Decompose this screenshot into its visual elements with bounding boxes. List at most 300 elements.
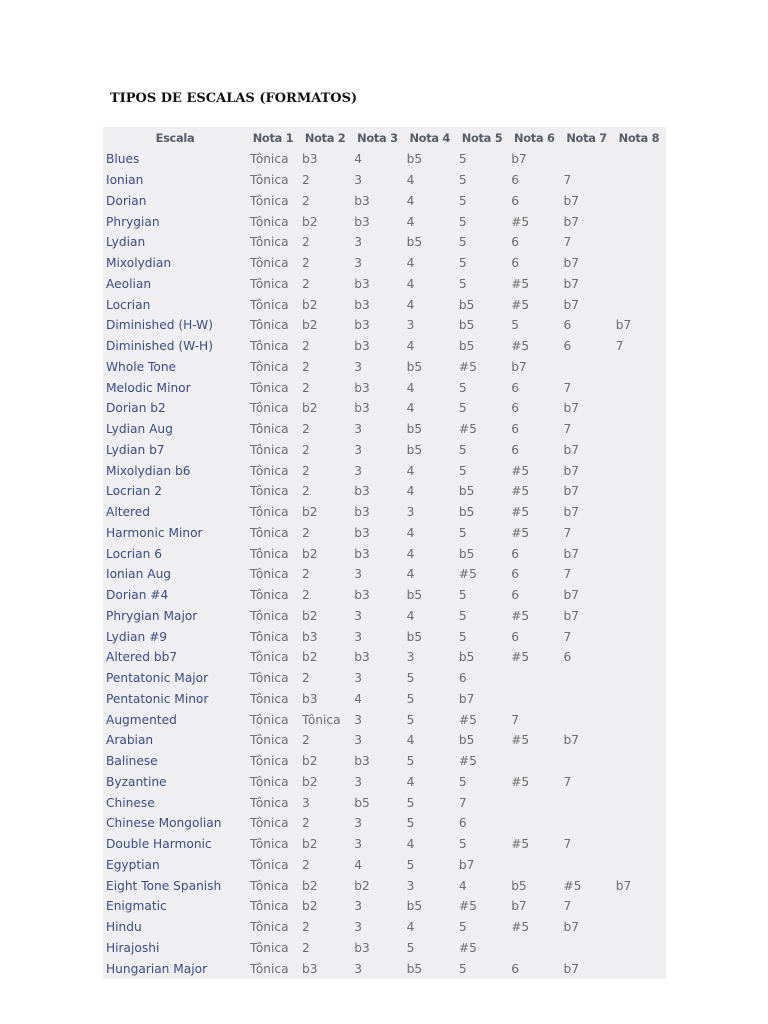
note-cell: b2 [302,608,318,623]
note-cell: 5 [458,463,467,478]
scale-name-link[interactable]: Altered [106,505,150,520]
scale-name-link[interactable]: Phrygian Major [106,608,198,623]
note-cell: Tônica [250,173,289,188]
note-cell: 6 [563,650,572,665]
note-cell: b5 [458,484,475,499]
note-cell: 4 [406,173,415,188]
note-cell: b3 [354,318,370,333]
note-cell: 2 [302,857,310,872]
scale-name-link[interactable]: Locrian [106,297,151,312]
note-cell: 5 [458,774,467,789]
note-cell: b5 [406,152,423,167]
note-cell: 5 [406,691,415,706]
note-cell: 6 [511,961,519,976]
scale-name-link[interactable]: Lydian b7 [106,442,165,457]
note-cell: b3 [354,214,370,229]
scale-name-link[interactable]: Mixolydian [106,256,172,271]
note-cell: 4 [354,691,363,706]
note-cell: 4 [406,193,415,208]
note-cell: 5 [458,629,467,644]
note-cell: 2 [302,193,310,208]
note-cell: b5 [458,297,475,312]
note-cell: Tônica [250,276,289,291]
note-cell: Tônica [250,920,289,935]
note-cell: b3 [354,754,370,769]
note-cell: Tônica [250,214,289,229]
note-cell: 4 [458,878,467,893]
scale-name-link[interactable]: Lydian [106,235,146,250]
note-cell: Tônica [250,505,289,520]
scale-name-link[interactable]: Pentatonic Minor [106,691,209,706]
note-cell: 3 [354,629,363,644]
note-cell: 2 [302,733,310,748]
note-cell: 4 [406,214,415,229]
note-cell: 5 [458,380,467,395]
note-cell: b7 [563,214,579,229]
note-cell: 5 [458,588,467,603]
table-row [103,149,666,170]
note-cell: b2 [302,837,318,852]
table-row [103,668,666,689]
note-cell: 2 [302,463,310,478]
note-cell: 4 [406,401,415,416]
note-cell: #5 [511,505,530,520]
note-cell: Tônica [250,878,289,893]
note-cell: 4 [354,152,363,167]
scales-table [103,127,666,979]
note-cell: b2 [302,318,318,333]
scale-name-link[interactable]: Ionian Aug [106,567,172,582]
note-cell: b7 [563,588,579,603]
note-cell: 2 [302,567,310,582]
page-title: TIPOS DE ESCALAS (FORMATOS) [110,91,358,106]
note-cell: Tônica [250,359,289,374]
note-cell: b3 [354,588,370,603]
note-cell: 5 [458,837,467,852]
note-cell: b5 [354,795,370,810]
note-cell: b3 [302,152,318,167]
note-cell: #5 [458,422,477,437]
note-cell: 7 [563,837,572,852]
note-cell: Tônica [250,961,289,976]
table-row [103,170,666,191]
note-cell: b5 [458,546,475,561]
note-cell: 4 [406,733,415,748]
note-cell: #5 [511,463,530,478]
note-cell: 2 [302,359,310,374]
table-row [103,274,666,295]
note-cell: Tônica [250,525,289,540]
scale-name-link[interactable]: Melodic Minor [106,380,191,395]
scale-name-link[interactable]: Hindu [106,920,142,935]
scale-name-link[interactable]: Augmented [106,712,177,727]
note-cell: 5 [406,857,415,872]
note-cell: Tônica [250,193,289,208]
note-cell: #5 [458,940,477,955]
note-cell: 2 [302,588,310,603]
note-cell: 7 [563,380,572,395]
table-row [103,211,666,232]
table-row [103,938,666,959]
note-cell: Tônica [250,795,289,810]
note-cell: 3 [354,173,363,188]
table-row [103,751,666,772]
note-cell: 6 [511,442,519,457]
note-cell: 7 [458,795,467,810]
note-cell: #5 [458,754,477,769]
scale-name-link[interactable]: Dorian #4 [106,588,169,603]
note-cell: Tônica [250,774,289,789]
note-cell: 6 [511,256,519,271]
note-cell: 7 [511,712,519,727]
note-cell: b3 [354,505,370,520]
scale-name-link[interactable]: Egyptian [106,857,160,872]
scale-name-link[interactable]: Hirajoshi [106,940,160,955]
note-cell: 5 [406,940,415,955]
table-row [103,626,666,647]
scale-name-link[interactable]: Arabian [106,733,154,748]
scale-name-link[interactable]: Phrygian [106,214,160,229]
note-cell: b3 [354,484,370,499]
column-header: Nota 7 [566,131,607,145]
note-cell: #5 [511,774,530,789]
note-cell: 7 [563,235,572,250]
note-cell: 5 [458,525,467,540]
note-cell: 4 [406,608,415,623]
note-cell: b2 [302,878,318,893]
scale-name-link[interactable]: Harmonic Minor [106,525,203,540]
column-header: Nota 1 [252,131,294,145]
scale-name-link[interactable]: Locrian 6 [106,546,162,561]
note-cell: b2 [302,297,318,312]
table-row [103,502,666,523]
scale-name-link[interactable]: Byzantine [106,774,167,789]
table-row [103,336,666,357]
scale-name-link[interactable]: Hungarian Major [106,961,208,976]
note-cell: 5 [458,276,467,291]
note-cell: b2 [302,546,318,561]
table-header-row [103,127,666,149]
note-cell: 5 [511,318,519,333]
table-row [103,813,666,834]
note-cell: 5 [458,193,467,208]
table-row [103,191,666,212]
table-row [103,689,666,710]
note-cell: 4 [406,297,415,312]
column-header: Nota 3 [357,131,398,145]
scale-name-link[interactable]: Diminished (W-H) [106,339,213,354]
note-cell: Tônica [250,754,289,769]
note-cell: 7 [563,774,572,789]
note-cell: #5 [511,608,530,623]
note-cell: 3 [354,671,363,686]
scale-name-link[interactable]: Whole Tone [106,359,177,374]
note-cell: 3 [354,422,363,437]
scale-name-link[interactable]: Chinese Mongolian [106,816,222,831]
note-cell: 6 [511,588,519,603]
table-row [103,606,666,627]
note-cell: 6 [511,546,519,561]
note-cell: b7 [511,359,527,374]
note-cell: 6 [511,401,519,416]
note-cell: 2 [302,256,310,271]
note-cell: Tônica [250,650,289,665]
note-cell: b3 [354,276,370,291]
note-cell: #5 [511,650,530,665]
scale-name-link[interactable]: Ionian [106,173,144,188]
note-cell: #5 [511,733,530,748]
scale-name-link[interactable]: Lydian #9 [106,629,168,644]
note-cell: 4 [406,276,415,291]
note-cell: Tônica [250,857,289,872]
note-cell: b7 [511,152,527,167]
note-cell: 2 [302,920,310,935]
note-cell: 5 [406,816,415,831]
note-cell: 6 [458,671,467,686]
note-cell: b2 [302,899,318,914]
note-cell: 7 [563,173,572,188]
note-cell: 4 [406,546,415,561]
note-cell: b7 [563,505,579,520]
note-cell: 6 [511,422,519,437]
note-cell: 3 [354,608,363,623]
note-cell: b3 [354,940,370,955]
table-row [103,440,666,461]
scale-name-link[interactable]: Pentatonic Major [106,671,209,686]
note-cell: Tônica [250,899,289,914]
note-cell: 6 [563,339,572,354]
note-cell: 6 [511,380,519,395]
note-cell: 5 [458,173,467,188]
scale-name-link[interactable]: Balinese [106,754,158,769]
note-cell: Tônica [250,297,289,312]
note-cell: b3 [354,339,370,354]
note-cell: 3 [354,733,363,748]
note-cell: b5 [458,733,475,748]
note-cell: b3 [354,297,370,312]
note-cell: Tônica [250,588,289,603]
note-cell: #5 [511,297,530,312]
note-cell: 4 [406,525,415,540]
table-row [103,543,666,564]
table-row [103,709,666,730]
note-cell: b7 [563,733,579,748]
scale-name-link[interactable]: Diminished (H-W) [106,318,213,333]
note-cell: 3 [354,442,363,457]
note-cell: b3 [302,961,318,976]
note-cell: b7 [563,463,579,478]
table-row [103,253,666,274]
table-row [103,792,666,813]
note-cell: b7 [615,318,632,333]
table-row [103,377,666,398]
note-cell: 3 [354,816,363,831]
table-row [103,896,666,917]
scale-name-link[interactable]: Altered bb7 [106,650,178,665]
note-cell: b7 [563,256,579,271]
note-cell: b3 [354,401,370,416]
note-cell: b2 [354,878,370,893]
note-cell: 7 [563,629,572,644]
note-cell: 5 [458,608,467,623]
note-cell: b2 [302,754,318,769]
note-cell: b7 [563,608,579,623]
note-cell: 5 [406,712,415,727]
note-cell: b5 [458,650,475,665]
scale-name-link[interactable]: Enigmatic [106,899,167,914]
note-cell: 5 [458,214,467,229]
note-cell: 4 [406,380,415,395]
table-row [103,523,666,544]
note-cell: b3 [302,691,318,706]
note-cell: b5 [406,422,423,437]
table-row [103,315,666,336]
note-cell: 2 [302,422,310,437]
note-cell: Tônica [250,256,289,271]
note-cell: 6 [511,235,519,250]
column-header: Nota 2 [304,131,346,145]
table-row [103,958,666,979]
scale-name-link[interactable]: Mixolydian b6 [106,463,191,478]
note-cell: b5 [406,359,423,374]
note-cell: Tônica [250,442,289,457]
note-cell: 7 [563,567,572,582]
note-cell: b7 [563,920,579,935]
note-cell: b7 [563,276,579,291]
note-cell: Tônica [250,608,289,623]
scale-name-link[interactable]: Eight Tone Spanish [106,878,222,893]
column-header: Nota 8 [618,131,660,145]
note-cell: 4 [406,920,415,935]
table-row [103,647,666,668]
note-cell: b5 [458,318,475,333]
note-cell: 7 [615,339,624,354]
note-cell: 4 [406,837,415,852]
scale-name-link[interactable]: Blues [106,152,140,167]
table-row [103,460,666,481]
note-cell: b7 [563,546,579,561]
note-cell: 6 [563,318,572,333]
note-cell: 3 [354,235,363,250]
note-cell: #5 [511,484,530,499]
note-cell: Tônica [250,463,289,478]
note-cell: b2 [302,401,318,416]
note-cell: 3 [406,505,415,520]
note-cell: b3 [354,193,370,208]
table-row [103,772,666,793]
note-cell: 6 [458,816,467,831]
table-row [103,917,666,938]
note-cell: 7 [563,899,572,914]
note-cell: Tônica [250,940,289,955]
note-cell: Tônica [250,380,289,395]
note-cell: 5 [458,152,467,167]
note-cell: 5 [458,235,467,250]
column-header: Nota 6 [514,131,555,145]
note-cell: Tônica [250,567,289,582]
note-cell: 3 [354,899,363,914]
table-row [103,294,666,315]
note-cell: Tônica [250,816,289,831]
note-cell: 5 [458,920,467,935]
note-cell: 3 [354,837,363,852]
note-cell: 5 [458,442,467,457]
scale-name-link[interactable]: Aeolian [106,276,152,291]
note-cell: b7 [458,857,475,872]
note-cell: b7 [563,484,579,499]
table-row [103,398,666,419]
note-cell: 2 [302,525,310,540]
table-row [103,875,666,896]
scale-name-link[interactable]: Locrian 2 [106,484,162,499]
note-cell: 3 [354,774,363,789]
note-cell: 2 [302,442,310,457]
note-cell: b5 [406,961,423,976]
note-cell: 3 [354,567,363,582]
note-cell: 5 [458,256,467,271]
note-cell: b5 [406,235,423,250]
note-cell: 6 [511,567,519,582]
note-cell: b2 [302,505,318,520]
note-cell: 4 [354,857,363,872]
note-cell: #5 [511,276,530,291]
note-cell: 5 [406,754,415,769]
note-cell: b7 [458,691,475,706]
note-cell: #5 [511,837,530,852]
note-cell: Tônica [250,691,289,706]
note-cell: 2 [302,339,310,354]
scale-name-link[interactable]: Dorian [106,193,147,208]
note-cell: b7 [511,899,527,914]
note-cell: b3 [354,380,370,395]
note-cell: 2 [302,816,310,831]
note-cell: Tônica [250,318,289,333]
scale-name-link[interactable]: Chinese [106,795,155,810]
column-header: Escala [155,131,195,145]
note-cell: Tônica [250,422,289,437]
table-row [103,419,666,440]
note-cell: #5 [458,359,477,374]
scale-name-link[interactable]: Dorian b2 [106,401,166,416]
note-cell: b5 [511,878,527,893]
note-cell: 3 [406,318,415,333]
column-header: Nota 5 [461,131,503,145]
note-cell: 3 [406,878,415,893]
note-cell: b7 [563,442,579,457]
note-cell: 4 [406,339,415,354]
note-cell: b3 [354,546,370,561]
scale-name-link[interactable]: Double Harmonic [106,837,212,852]
note-cell: 5 [406,671,415,686]
note-cell: b7 [563,193,579,208]
scale-name-link[interactable]: Lydian Aug [106,422,173,437]
note-cell: Tônica [250,546,289,561]
note-cell: b3 [354,650,370,665]
note-cell: 6 [511,173,519,188]
note-cell: b2 [302,214,318,229]
note-cell: 7 [563,422,572,437]
column-header: Nota 4 [409,131,451,145]
note-cell: Tônica [250,733,289,748]
note-cell: 4 [406,463,415,478]
note-cell: Tônica [250,629,289,644]
note-cell: b7 [563,961,579,976]
note-cell: b3 [302,629,318,644]
note-cell: 3 [302,795,310,810]
table-row [103,232,666,253]
note-cell: 2 [302,235,310,250]
note-cell: 7 [563,525,572,540]
